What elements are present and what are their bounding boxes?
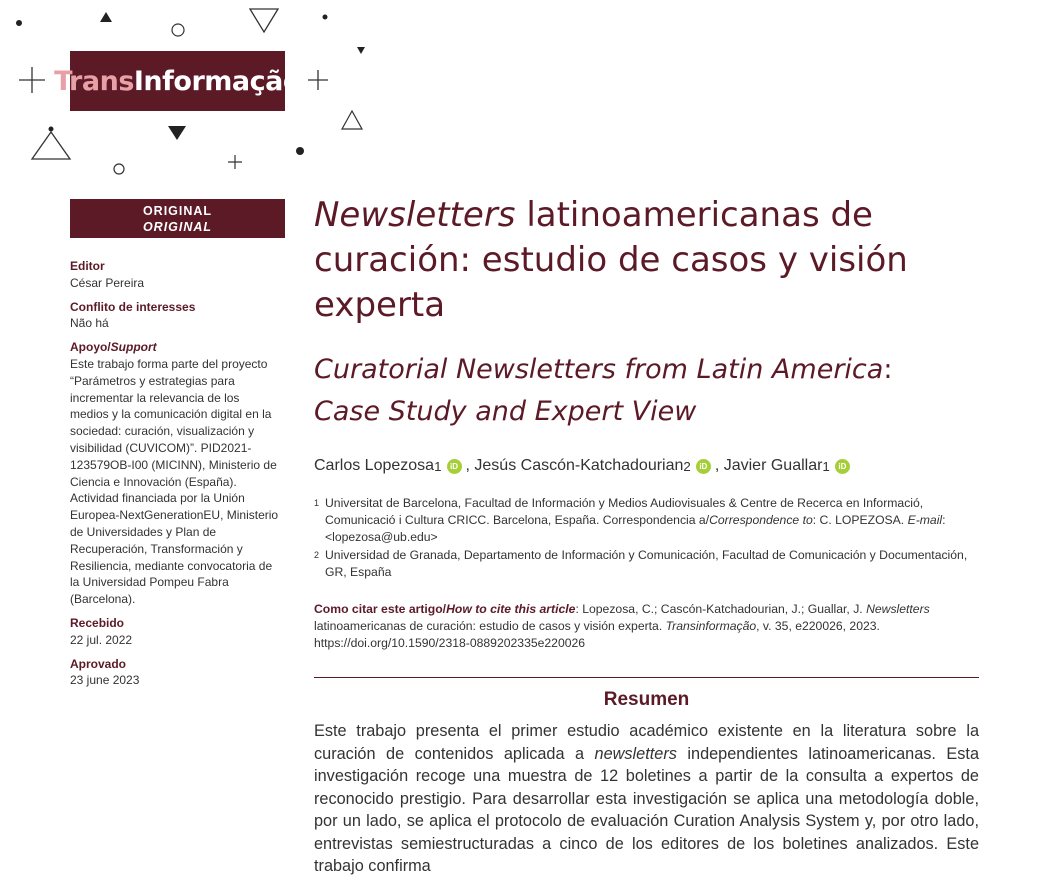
affiliation-number: 1: [314, 498, 320, 508]
abstract-part-b: independientes latinoamericanas. Esta investigación recoge una muestra de 12 boletines a partir de la consulta a expertos de reconocido prestigio. Para desarrollar esta investigación se aplica una metodología doble, por un lado, se aplica el protocolo de evaluación Curation Analysis System y, por otro lado, entrevistas semiestructuradas a cinco de los editores de los boletines analizados. Este trabajo confirma: [314, 744, 979, 875]
cite-label-a: Como citar este artigo/: [314, 602, 447, 616]
affiliation-text: [325, 495, 979, 546]
author-name[interactable]: Javier Guallar: [723, 457, 823, 474]
author-sup: 1: [434, 458, 442, 474]
author-name[interactable]: Carlos Lopezosa: [314, 457, 435, 474]
affiliation-number: 2: [314, 550, 320, 560]
journal-logo: [54, 51, 301, 111]
received-label: Recebido: [70, 615, 125, 630]
abstract-part-a: Este trabajo presenta el primer estudio académico existente en la literatura sobre la curación de contenidos aplicada a: [314, 722, 979, 763]
author-sep: ,: [465, 457, 475, 474]
triangle-shape: [100, 12, 112, 22]
triangle-outline-shape: [32, 132, 70, 159]
title-italic: Newsletters: [314, 195, 516, 235]
cite-italic-1: Newsletters: [866, 602, 930, 616]
dot-shape: [323, 15, 328, 20]
orcid-icon[interactable]: iD: [835, 459, 850, 474]
support-label: [70, 339, 280, 356]
approved-label: Aprovado: [70, 656, 127, 671]
cite-journal: Transinformação: [665, 619, 757, 633]
orcid-icon[interactable]: iD: [447, 459, 462, 474]
affiliations: [314, 495, 979, 581]
author-sep: ,: [714, 457, 724, 474]
section-divider: [314, 677, 979, 678]
triangle-outline-shape: [342, 111, 362, 129]
orcid-icon[interactable]: iD: [696, 459, 711, 474]
author-list: [314, 457, 979, 475]
triangle-outline-shape: [250, 9, 278, 32]
conflict-value: Não há: [70, 316, 109, 331]
triangle-shape: [168, 126, 186, 140]
subtitle-b: Case Study and Expert View: [314, 396, 697, 427]
title-rest: latinoamericanas de curación: estudio de casos y visión experta: [314, 195, 908, 325]
plus-shape: [19, 67, 45, 93]
plus-shape: [228, 155, 242, 169]
badge-line: ORIGINAL: [142, 204, 213, 218]
cite-authors: : Lopezosa, C.; Cascón-Katchadourian, J.; Guallar, J.: [575, 602, 867, 616]
badge-line-italic: ORIGINAL: [142, 220, 213, 234]
author-sup: 1: [822, 458, 830, 474]
logo-part-informacao: Informação: [133, 65, 301, 97]
ring-shape: [114, 164, 124, 174]
cite-label-b: How to cite this article: [446, 602, 576, 616]
abstract-text: [314, 720, 979, 878]
support-label-a: Apoyo/: [70, 340, 111, 355]
affiliation-2-text: Universidad de Granada, Departamento de Información y Comunicación, Facultad de Comunicación y Documentación, GR, España: [325, 548, 968, 579]
dot-shape: [49, 127, 54, 132]
cite-doi-link[interactable]: , v. 35, e220026, 2023. https://doi.org/10.1590/2318-0889202335e220026: [314, 619, 880, 650]
approved-value: 23 june 2023: [70, 673, 140, 688]
affiliation-item: [314, 547, 979, 581]
affiliation-1-italic: Correspondence to: [709, 513, 813, 527]
author-name[interactable]: Jesús Cascón-Katchadourian: [474, 457, 684, 474]
editor-value: César Pereira: [70, 275, 145, 290]
article-type-badge: [70, 199, 285, 238]
author-sup: 2: [683, 458, 691, 474]
editor-label: Editor: [70, 259, 105, 273]
subtitle-a: Curatorial Newsletters from Latin America: [314, 354, 884, 385]
affiliation-item: [314, 495, 979, 546]
support-label-b: Support: [110, 340, 157, 355]
email-label: E-mail: [907, 513, 943, 527]
email-link[interactable]: : <lopezosa@ub.edu>: [325, 513, 946, 544]
cite-title: latinoamericanas de curación: estudio de casos y visión experta.: [314, 619, 666, 633]
subtitle-colon: :: [883, 354, 893, 385]
affiliation-1-contact: : C. LOPEZOSA.: [812, 513, 908, 527]
affiliation-1-text: Universitat de Barcelona, Facultad de Información y Medios Audiovisuales & Centre de Recerca en Informació, Comunicació i Cultura CRICC. Barcelona, España. Correspondencia a/: [325, 496, 924, 527]
abstract-heading: Resumen: [603, 689, 690, 710]
ring-shape: [172, 24, 184, 36]
dot-shape: [16, 20, 22, 26]
plus-shape: [308, 70, 328, 90]
article-metadata-sidebar: [70, 258, 280, 689]
citation-block: [314, 601, 979, 652]
abstract-italic: newsletters: [594, 744, 677, 763]
cite-label: [314, 602, 575, 616]
support-value: Este trabajo forma parte del proyecto “Parámetros y estrategias para incrementar la relevancia de los medios y la comunicación digital en la sociedad: curación, visualización y visibilidad (CUVICOM)”. PID2021-123579OB-I00 (MICINN), Ministerio de Ciencia e Innovación (España). Actividad financiada por la Unión Europea-NextGenerationEU, Ministerio de Universidades y Plan de Recuperación, Transformación y Resiliencia, mediante convocatoria de la Universidad Pompeu Fabra (Barcelona).: [70, 356, 279, 607]
triangle-shape: [357, 47, 365, 54]
article-main: [314, 193, 979, 878]
logo-part-trans: Trans: [54, 65, 134, 97]
received-value: 22 jul. 2022: [70, 632, 133, 647]
dot-shape: [296, 147, 304, 155]
conflict-label: Conflito de interesses: [70, 299, 196, 314]
article-title: [314, 193, 979, 328]
article-subtitle: [314, 349, 979, 433]
